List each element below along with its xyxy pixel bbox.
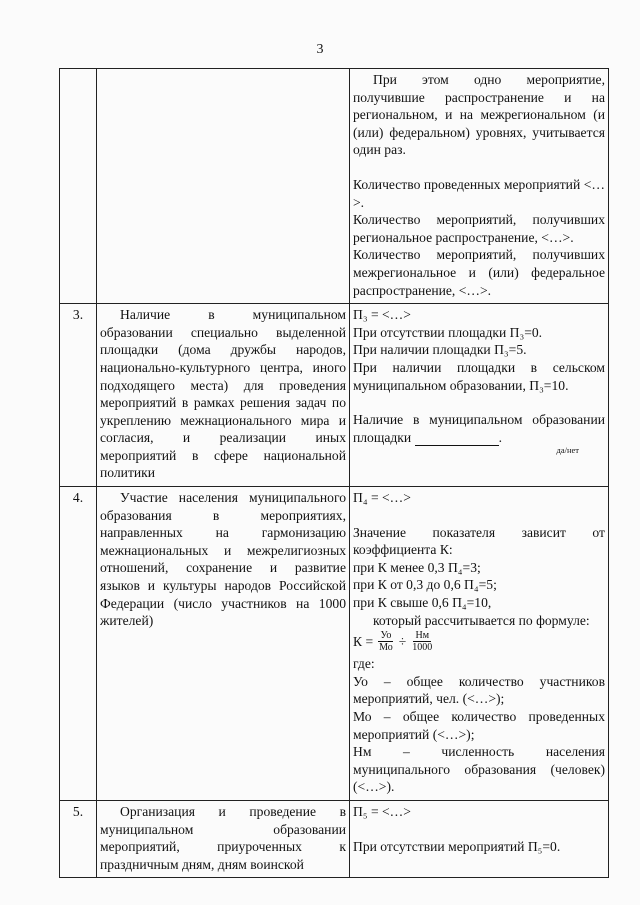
method-line: при К свыше 0,6 П₄=10, xyxy=(353,595,492,611)
fraction-numerator: Уо xyxy=(380,630,392,642)
method-line: П₄ = <…> xyxy=(353,490,411,506)
indicator-name: Организация и проведение в муниципальном образовании мероприятий, приуроченных к праздничным дням, дням воинской xyxy=(97,800,350,877)
indicator-name: Участие населения муниципального образования в мероприятиях, направленных на гармонизацию межнациональных и межрелигиозных отношений, сохранение и развитие языков и культуры народов Российской Федерации (число участников на 1000 жителей) xyxy=(97,487,350,801)
method-cell xyxy=(350,304,609,487)
method-line: П₃ = <…> xyxy=(353,307,411,323)
method-line: При наличии площадки П₃=5. xyxy=(353,342,527,358)
table-row xyxy=(60,487,609,801)
method-line: Нм – численность населения муниципального образования (человек) (<…>). xyxy=(353,744,605,795)
formula-operator: ÷ xyxy=(398,633,407,649)
method-line: Значение показателя зависит от коэффициента К: xyxy=(353,524,605,558)
method-line: П₅ = <…> xyxy=(353,803,411,819)
fraction xyxy=(377,630,395,653)
page-number: 3 xyxy=(316,42,324,57)
method-line: Количество мероприятий, получивших региональное распространение, <…>. xyxy=(353,212,605,245)
method-line: который рассчитывается по формуле: xyxy=(373,612,590,628)
fraction-denominator: Мо xyxy=(379,642,393,654)
row-number: 5. xyxy=(60,800,97,877)
table-row xyxy=(60,69,609,304)
method-text: Наличие в муниципальном образовании площадки xyxy=(353,412,605,445)
fraction-denominator: 1000 xyxy=(412,642,433,654)
table-row xyxy=(60,800,609,877)
method-line: где: xyxy=(353,656,375,672)
indicator-table xyxy=(59,68,609,878)
row-number xyxy=(60,69,97,304)
method-line: при К менее 0,3 П₄=3; xyxy=(353,559,481,575)
table-row xyxy=(60,304,609,487)
formula xyxy=(353,630,605,653)
method-line: Мо – общее количество проведенных мероприятий (<…>); xyxy=(353,709,605,742)
blank-note: да/нет xyxy=(556,445,579,456)
method-cell xyxy=(350,69,609,304)
method-line: При отсутствии площадки П₃=0. xyxy=(353,324,543,340)
indicator-name: Наличие в муниципальном образовании специально выделенной площадки (дома дружбы народов, национально-культурного центра, иного подходящего места) для проведения мероприятий в рамках решения задач по укреплению межнационального мира и согласия, и реализации иных мероприятий в сфере национальной политики xyxy=(97,304,350,487)
row-number: 4. xyxy=(60,487,97,801)
method-line: При отсутствии мероприятий П₅=0. xyxy=(353,838,561,854)
fraction-numerator: Нм xyxy=(415,630,430,642)
method-line: При наличии площадки в сельском муниципальном образовании, П₃=10. xyxy=(353,359,605,393)
method-line xyxy=(353,411,605,446)
row-number: 3. xyxy=(60,304,97,487)
indicator-name xyxy=(97,69,350,304)
method-line: Количество проведенных мероприятий <…>. xyxy=(353,176,605,210)
method-line: При этом одно мероприятие, получившие распространение и на региональном, и на межрегиональном (и (или) федеральном) уровнях, учитывается один раз. xyxy=(353,72,605,158)
formula-lhs: К = xyxy=(353,633,374,649)
method-cell xyxy=(350,487,609,801)
blank-period: . xyxy=(498,429,502,445)
method-line: Количество мероприятий, получивших межрегиональное и (или) федеральное распространение, <…>. xyxy=(353,247,605,298)
answer-blank xyxy=(415,433,499,446)
method-line: при К от 0,3 до 0,6 П₄=5; xyxy=(353,577,497,593)
method-line: Уо – общее количество участников мероприятий, чел. (<…>); xyxy=(353,673,605,707)
fraction xyxy=(410,630,434,653)
method-cell xyxy=(350,800,609,877)
